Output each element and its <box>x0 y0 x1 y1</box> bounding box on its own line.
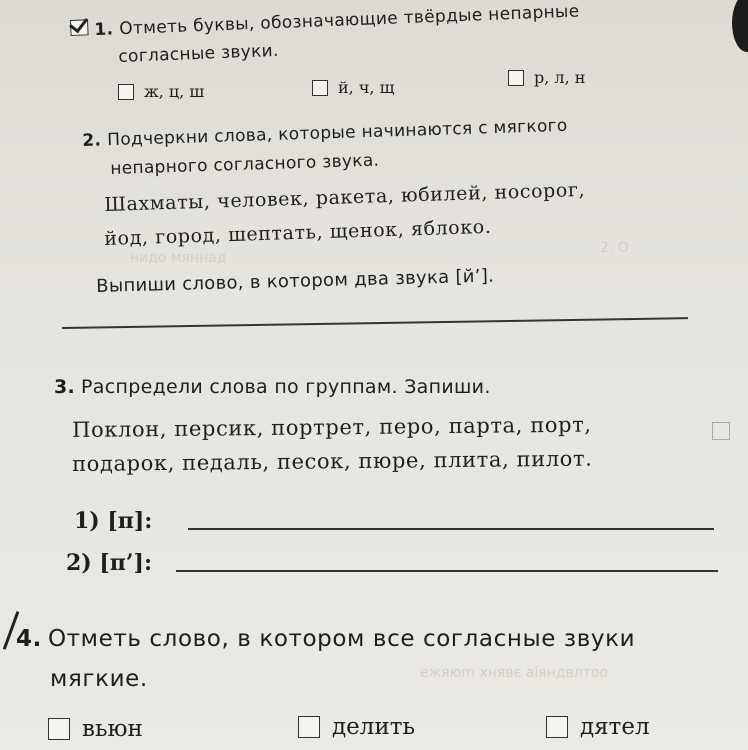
checkbox-icon[interactable] <box>312 80 328 96</box>
task4-option-2[interactable]: делить <box>298 714 415 740</box>
task1-title: 1. Отметь буквы, обозначающие твёрдые непарные <box>70 0 580 42</box>
task3-words-line1: Поклон, персик, портрет, перо, парта, порт, <box>72 412 592 442</box>
page-edge-shadow <box>732 0 748 52</box>
answer-line-group2[interactable] <box>176 570 718 572</box>
checked-box-icon <box>70 19 89 36</box>
answer-line[interactable] <box>62 317 688 328</box>
checkbox-icon[interactable] <box>546 716 568 738</box>
task2-title-cont: непарного согласного звука. <box>110 150 380 179</box>
show-through-text: ежяюm xнявє aіяндвлтоо <box>420 665 608 681</box>
task1-option-2[interactable]: й, ч, щ <box>312 78 394 97</box>
task1-option-1[interactable]: ж, ц, ш <box>118 82 204 101</box>
task2-words-line2: йод, город, шептать, щенок, яблоко. <box>104 215 492 250</box>
task3-words-line2: подарок, педаль, песок, пюре, плита, пилот. <box>72 446 593 476</box>
task4-option-1[interactable]: вьюн <box>48 716 143 742</box>
checkbox-icon[interactable] <box>508 70 524 86</box>
checkbox-icon[interactable] <box>48 718 70 740</box>
checkbox-icon <box>712 422 730 440</box>
show-through-text: нидо мяннад <box>130 250 227 266</box>
task2-title: 2. Подчеркни слова, которые начинаются с мягкого <box>82 115 568 151</box>
checkbox-icon[interactable] <box>298 716 320 738</box>
group2-label: 2) [п’]: <box>66 550 153 576</box>
checkbox-icon[interactable] <box>118 84 134 100</box>
group1-label: 1) [п]: <box>74 508 153 534</box>
show-through-text: 2. О <box>600 240 629 256</box>
task1-title-cont: согласные звуки. <box>118 40 280 67</box>
task4-title-cont: мягкие. <box>50 666 148 692</box>
answer-line-group1[interactable] <box>188 528 714 530</box>
task4-title: 4. Отметь слово, в котором все согласные звуки <box>16 626 636 652</box>
task3-title: 3. Распредели слова по группам. Запиши. <box>54 376 491 398</box>
task1-option-3[interactable]: р, л, н <box>508 68 585 87</box>
task2-words-line1: Шахматы, человек, ракета, юбилей, носорог, <box>104 178 586 216</box>
task4-option-3[interactable]: дятел <box>546 714 650 740</box>
task2-sub-instruction: Выпиши слово, в котором два звука [й’]. <box>96 265 495 297</box>
